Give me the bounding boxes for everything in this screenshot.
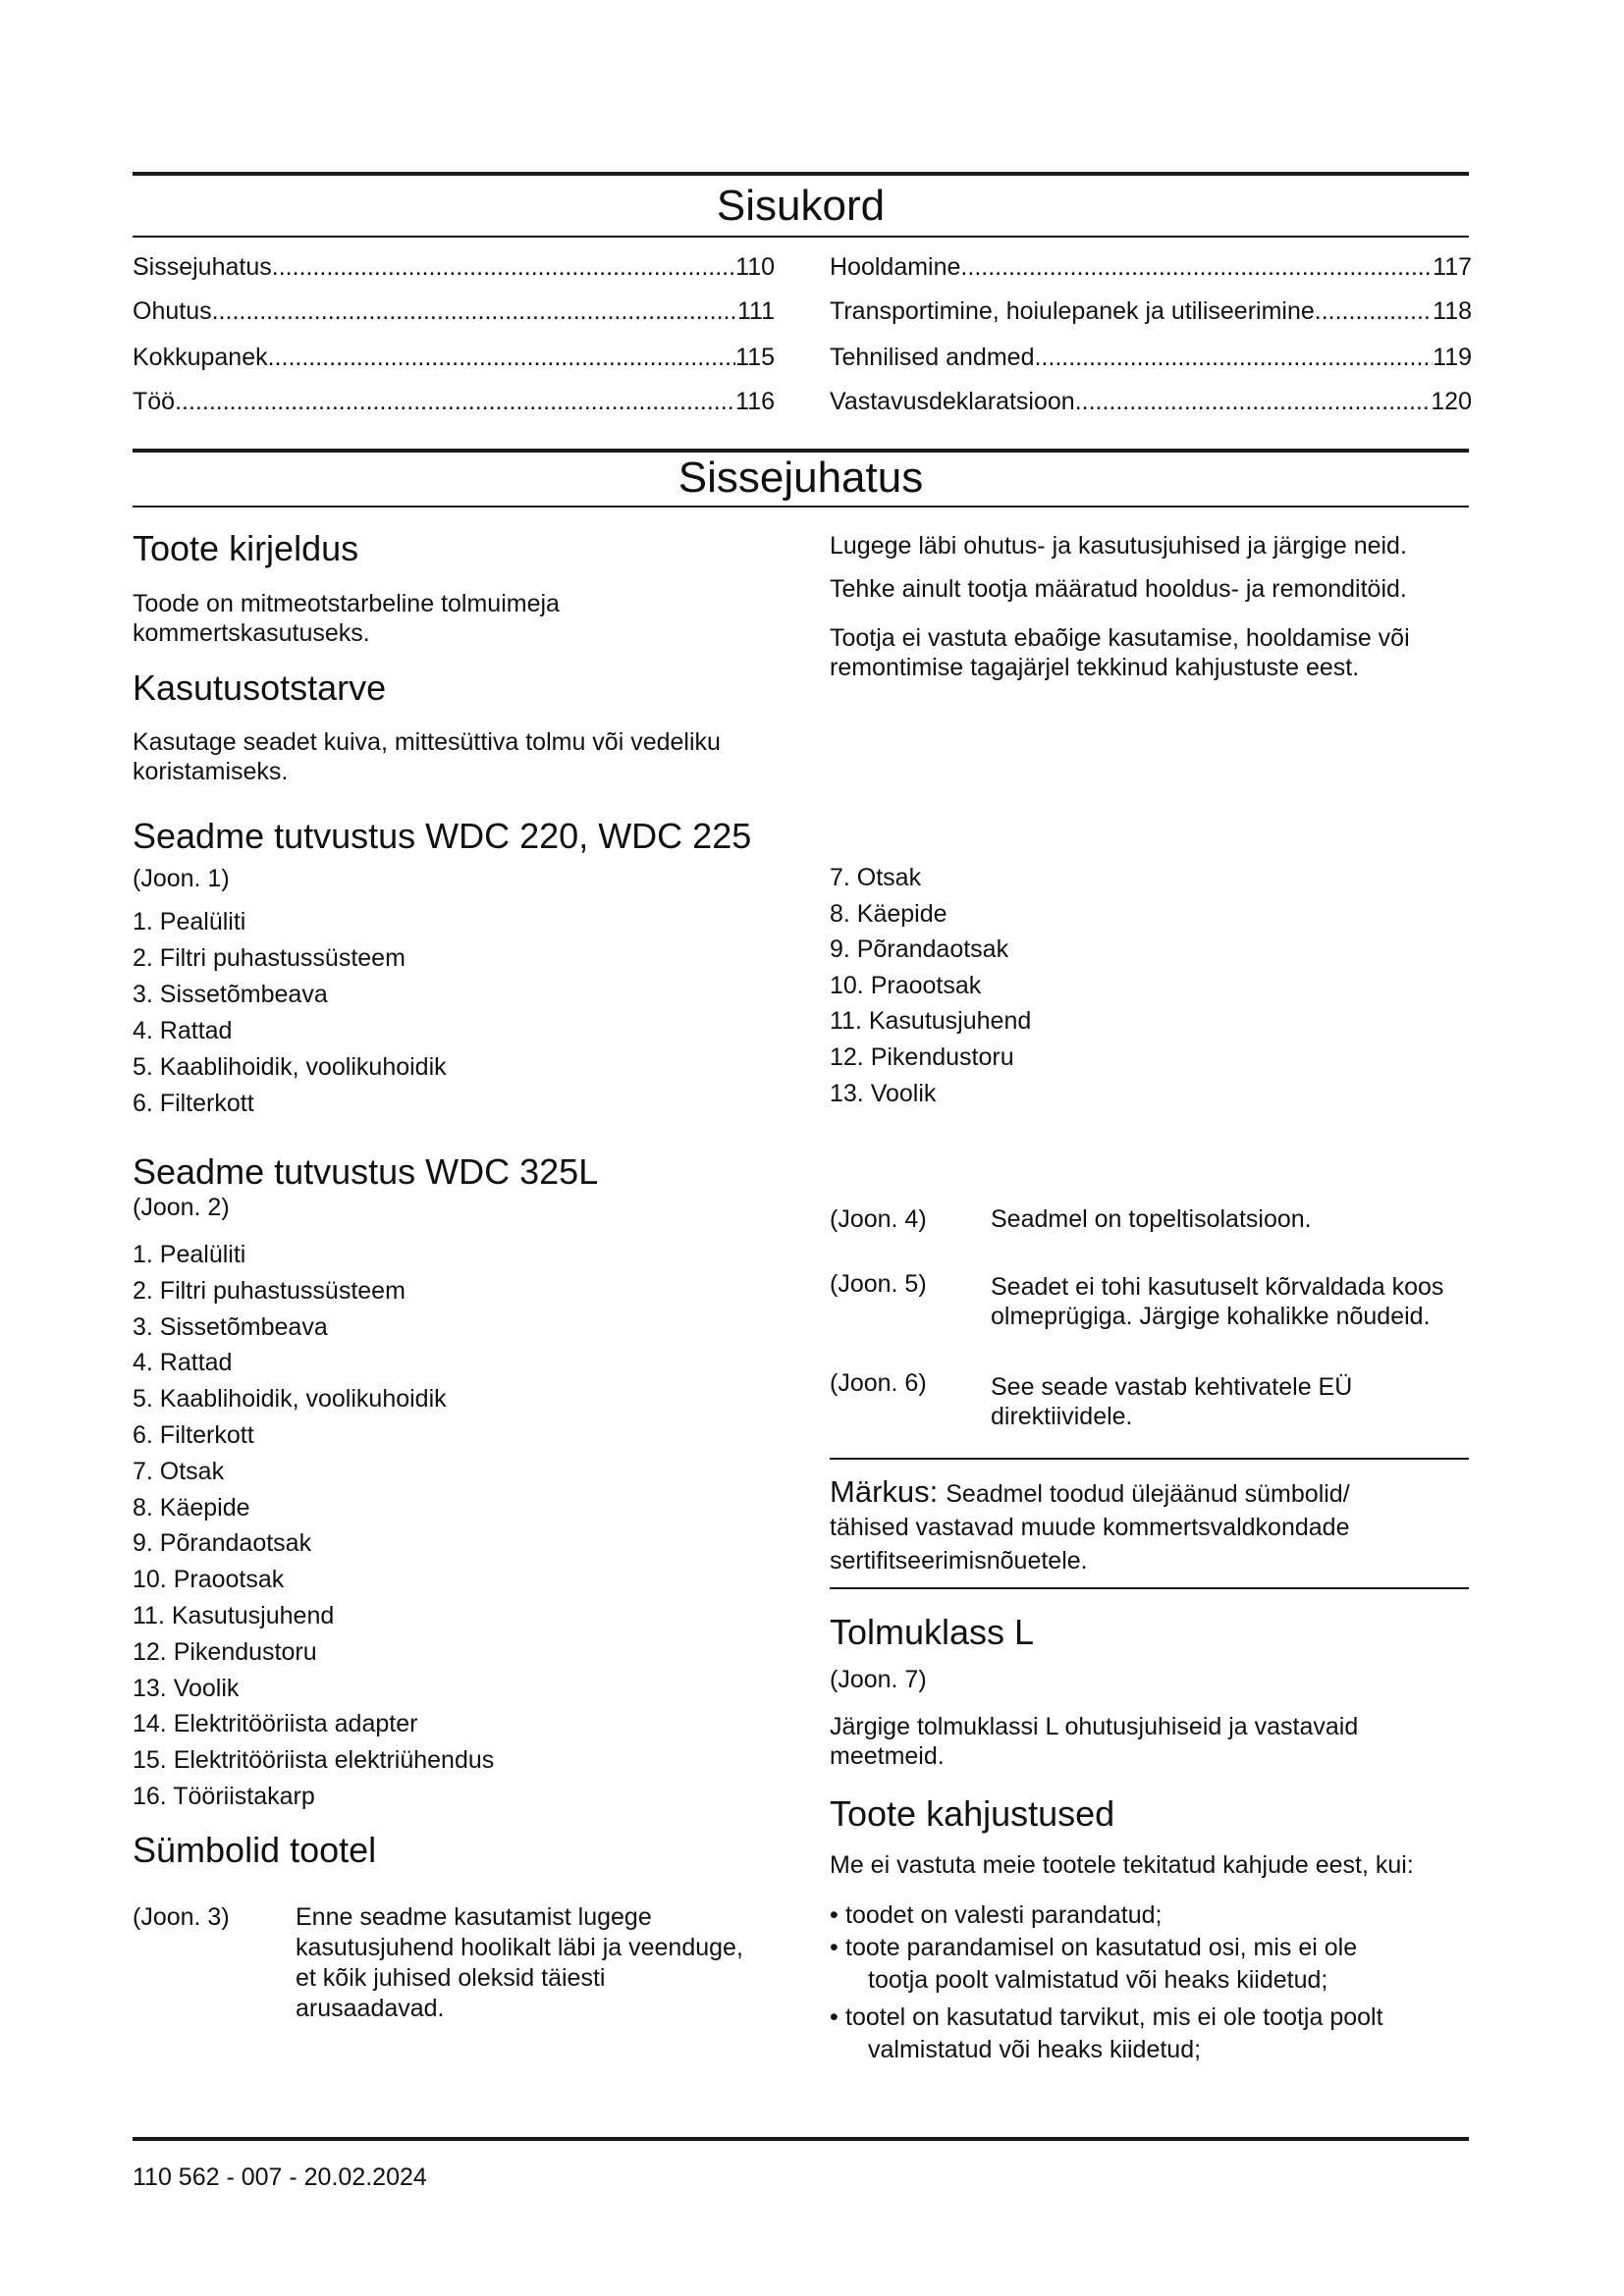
parts-list-wdc220-part1	[133, 904, 447, 1122]
toc-page-number: 115	[735, 344, 775, 371]
toc-label: Töö	[133, 388, 176, 415]
text-line: Kasutage seadet kuiva, mittesüttiva tolmu või vedeliku	[133, 728, 721, 756]
figure-ref-1: (Joon. 1)	[133, 865, 230, 892]
figure-ref-2: (Joon. 2)	[133, 1194, 230, 1221]
heading-overview-wdc325l: Seadme tutvustus WDC 325L	[133, 1151, 599, 1192]
symbol-text-3	[296, 1902, 743, 2024]
toc-label: Hooldamine	[830, 253, 961, 281]
list-item: 4. Rattad	[133, 1017, 233, 1044]
text-line: et kõik juhised oleksid täiesti	[296, 1964, 606, 1992]
text-line: Järgige tolmuklassi L ohutusjuhiseid ja vastavaid	[830, 1713, 1359, 1740]
list-item: 2. Filtri puhastussüsteem	[133, 1276, 406, 1305]
text-line: Seadet ei tohi kasutuselt kõrvaldada koos	[991, 1273, 1444, 1301]
text-line: meetmeid.	[830, 1742, 945, 1770]
heading-dust-class: Tolmuklass L	[830, 1612, 1035, 1652]
toc-leader	[960, 252, 1433, 282]
toc-page-number: 116	[735, 388, 775, 415]
toc-leader	[1075, 387, 1432, 416]
note-top-rule	[830, 1458, 1469, 1460]
toc-page-number: 119	[1433, 344, 1472, 371]
list-item: 12. Pikendustoru	[830, 1042, 1014, 1071]
text-line: koristamiseks.	[133, 758, 289, 785]
note-bottom-rule	[830, 1587, 1469, 1589]
text-line: direktiividele.	[991, 1403, 1133, 1430]
list-item: 6. Filterkott	[133, 1420, 254, 1449]
footer-rule	[133, 2137, 1469, 2141]
text-line: Tootja ei vastuta ebaõige kasutamise, hooldamise või	[830, 624, 1410, 652]
list-item: 9. Põrandaotsak	[830, 935, 1009, 964]
text-line: Enne seadme kasutamist lugege	[296, 1903, 652, 1931]
symbol-text-5	[991, 1272, 1443, 1331]
list-item: 13. Voolik	[830, 1079, 937, 1107]
parts-list-wdc220-part2	[830, 860, 1031, 1111]
list-item: 10. Praootsak	[133, 1566, 285, 1594]
toc-entry-kokkupanek	[133, 343, 775, 372]
list-item: 16. Tööriistakarp	[133, 1782, 315, 1810]
note-box	[830, 1475, 1350, 1577]
toc-label: Ohutus	[133, 297, 212, 325]
list-item: 11. Kasutusjuhend	[830, 1007, 1032, 1036]
toc-leader	[175, 387, 735, 416]
list-item: 10. Praootsak	[830, 971, 982, 999]
text-line: Seadmel toodud ülejäänud sümbolid/	[946, 1480, 1350, 1508]
footer-document-id: 110 562 - 007 - 20.02.2024	[133, 2163, 427, 2191]
heading-product-description: Toote kirjeldus	[133, 528, 359, 568]
section-title-rule	[133, 506, 1469, 507]
paragraph-product-description	[133, 589, 560, 648]
text-line: olmeprügiga. Järgige kohalikke nõudeid.	[991, 1303, 1431, 1330]
text-line: Toode on mitmeotstarbeline tolmuimeja	[133, 590, 560, 617]
list-item: 15. Elektritööriista elektriühendus	[133, 1746, 495, 1775]
safety-note-1: Lugege läbi ohutus- ja kasutusjuhised ja järgige neid.	[830, 532, 1407, 560]
toc-label: Sissejuhatus	[133, 253, 272, 281]
paragraph-dust-class	[830, 1712, 1358, 1771]
note-label: Märkus:	[830, 1474, 939, 1509]
toc-leader	[272, 252, 735, 282]
toc-label: Tehnilised andmed	[830, 344, 1035, 371]
symbol-text-6	[991, 1372, 1352, 1431]
bullet-item	[830, 2002, 1383, 2066]
toc-title-rule	[133, 236, 1469, 238]
toc-page-number: 117	[1433, 253, 1472, 281]
text-line: valmistatud või heaks kiidetud;	[868, 2036, 1202, 2063]
top-rule	[133, 172, 1469, 176]
list-item: 5. Kaablihoidik, voolikuhoidik	[133, 1385, 447, 1414]
figure-ref-7: (Joon. 7)	[830, 1666, 927, 1693]
heading-symbols: Sümbolid tootel	[133, 1830, 377, 1870]
toc-entry-ohutus	[133, 296, 775, 326]
text-line: • toodet on valesti parandatud;	[830, 1899, 1162, 1932]
text-line: arusaadavad.	[296, 1995, 445, 2022]
list-item: 8. Käepide	[830, 899, 947, 928]
list-item: 1. Pealüliti	[133, 1241, 246, 1268]
paragraph-intended-use	[133, 727, 721, 786]
symbol-ref-6: (Joon. 6)	[830, 1369, 927, 1397]
list-item: 5. Kaablihoidik, voolikuhoidik	[133, 1053, 447, 1081]
section-title: Sissejuhatus	[677, 454, 924, 502]
list-item: 13. Voolik	[133, 1674, 240, 1702]
text-line: tähised vastavad muude kommertsvaldkondade	[830, 1514, 1350, 1541]
toc-label: Transportimine, hoiulepanek ja utiliseerimine	[830, 297, 1315, 325]
text-line: kommertskasutuseks.	[133, 619, 370, 647]
list-item: 3. Sissetõmbeava	[133, 1312, 328, 1341]
bullet-item	[830, 1932, 1357, 1997]
list-item: 3. Sissetõmbeava	[133, 981, 328, 1008]
safety-note-3	[830, 623, 1410, 682]
list-item: 11. Kasutusjuhend	[133, 1601, 335, 1629]
toc-page-number: 111	[736, 297, 775, 325]
toc-page-number: 120	[1431, 388, 1472, 415]
list-item: 12. Pikendustoru	[133, 1637, 317, 1666]
toc-page-number: 118	[1433, 297, 1472, 325]
symbol-ref-3: (Joon. 3)	[133, 1903, 230, 1931]
toc-entry-tehnilised-andmed	[830, 343, 1472, 372]
text-line: remontimise tagajärjel tekkinud kahjustuste eest.	[830, 654, 1360, 681]
list-item: 2. Filtri puhastussüsteem	[133, 944, 406, 972]
note-first-line	[830, 1475, 1350, 1511]
toc-leader	[268, 343, 736, 372]
list-item: 7. Otsak	[830, 864, 922, 891]
toc-label: Vastavusdeklaratsioon	[830, 388, 1075, 415]
text-line: tootja poolt valmistatud või heaks kiidetud;	[868, 1966, 1328, 1994]
heading-product-damage: Toote kahjustused	[830, 1793, 1115, 1834]
list-item: 9. Põrandaotsak	[133, 1529, 312, 1558]
text-line: kasutusjuhend hoolikalt läbi ja veenduge,	[296, 1934, 743, 1961]
parts-list-wdc325l	[133, 1237, 494, 1815]
toc-entry-hooldamine	[830, 252, 1472, 282]
toc-label: Kokkupanek	[133, 344, 268, 371]
safety-note-2: Tehke ainult tootja määratud hooldus- ja remonditöid.	[830, 575, 1407, 603]
text-line: • toote parandamisel on kasutatud osi, mis ei ole	[830, 1932, 1357, 1964]
toc-leader	[212, 296, 737, 326]
toc-entry-too	[133, 387, 775, 416]
symbol-text-4: Seadmel on topeltisolatsioon.	[991, 1205, 1312, 1233]
text-line: sertifitseerimisnõuetele.	[830, 1547, 1088, 1575]
list-item: 14. Elektritööriista adapter	[133, 1710, 418, 1738]
toc-page-number: 110	[735, 253, 775, 281]
toc-title: Sisukord	[716, 182, 886, 230]
bullet-item	[830, 1899, 1162, 1932]
toc-entry-transportimine	[830, 296, 1472, 326]
toc-entry-sissejuhatus	[133, 252, 775, 282]
list-item: 1. Pealüliti	[133, 908, 246, 935]
toc-leader	[1034, 343, 1433, 372]
list-item: 6. Filterkott	[133, 1090, 254, 1117]
text-line: See seade vastab kehtivatele EÜ	[991, 1373, 1353, 1401]
paragraph-damage-intro: Me ei vastuta meie tootele tekitatud kahjude eest, kui:	[830, 1851, 1414, 1879]
heading-intended-use: Kasutusotstarve	[133, 667, 387, 708]
list-item: 8. Käepide	[133, 1493, 250, 1522]
heading-overview-wdc220: Seadme tutvustus WDC 220, WDC 225	[133, 816, 752, 856]
section-top-rule	[133, 449, 1469, 453]
toc-leader	[1315, 296, 1433, 326]
toc-entry-vastavusdeklaratsioon	[830, 387, 1472, 416]
symbol-ref-5: (Joon. 5)	[830, 1270, 927, 1298]
symbol-ref-4: (Joon. 4)	[830, 1205, 927, 1233]
list-item: 7. Otsak	[133, 1457, 225, 1485]
list-item: 4. Rattad	[133, 1349, 233, 1377]
text-line: • tootel on kasutatud tarvikut, mis ei ole tootja poolt	[830, 2002, 1383, 2034]
